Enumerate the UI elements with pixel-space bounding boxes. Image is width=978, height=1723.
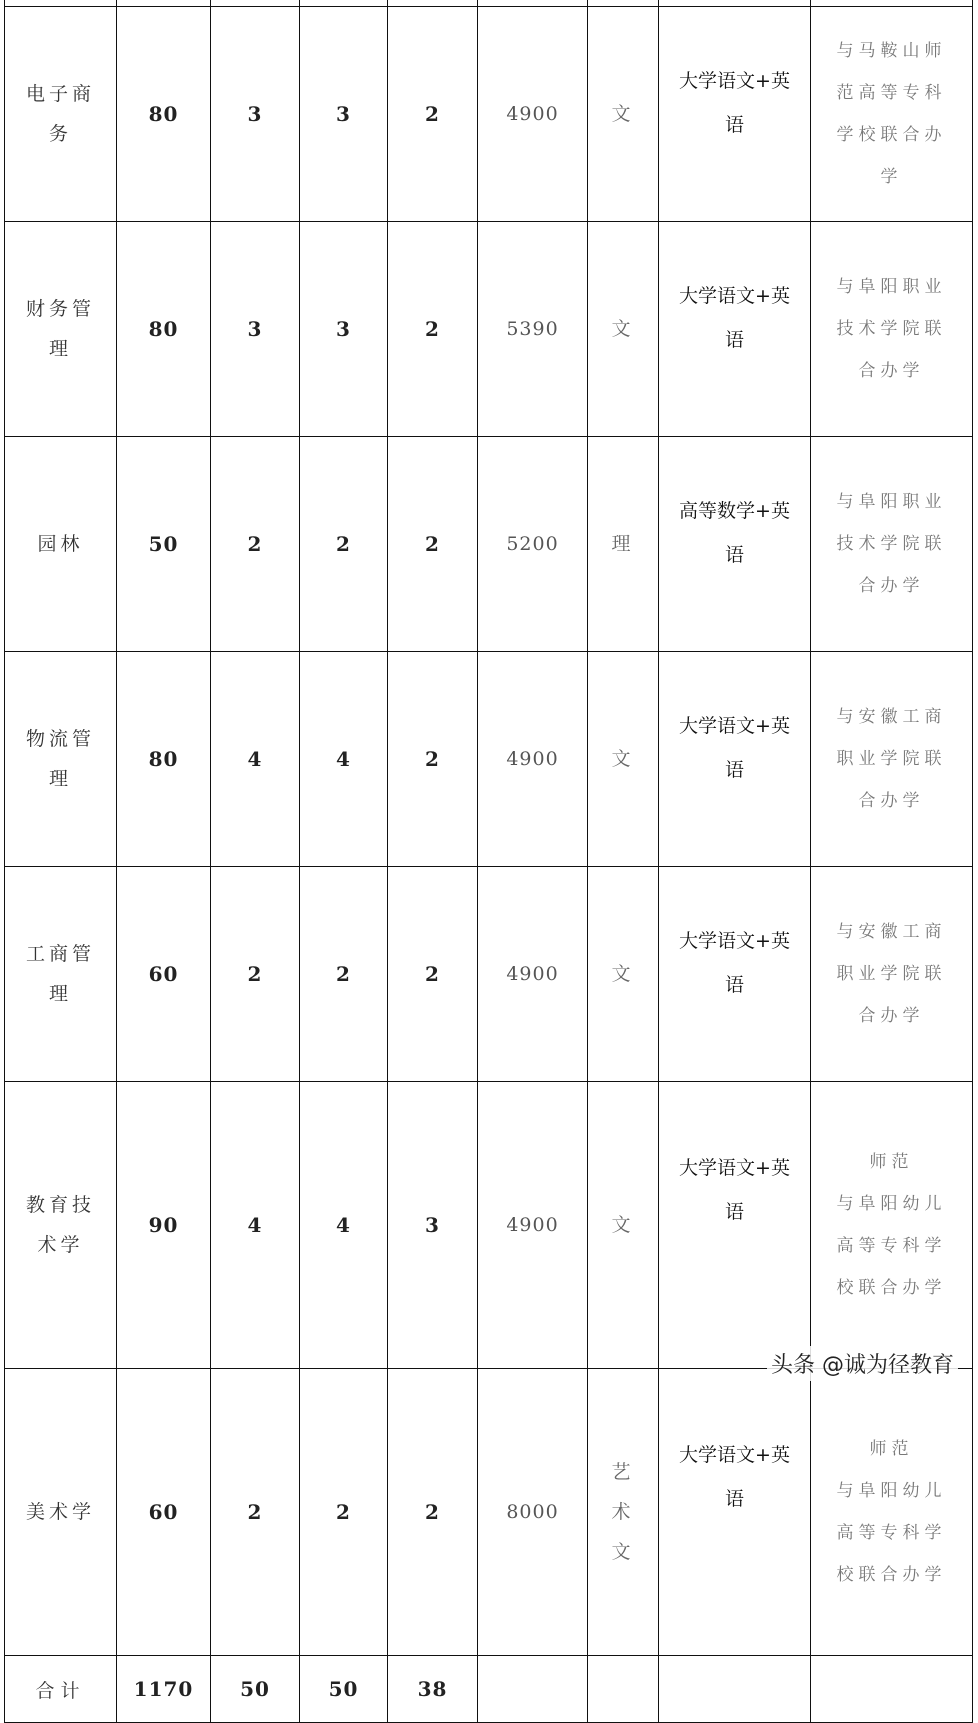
count-col3-text: 4 [247,747,263,771]
remark-text [828,30,956,198]
exam-subjects-cell [659,867,811,1082]
count-col4-text: 2 [336,532,351,556]
count-col5-text: 2 [425,532,440,556]
plan-count-cell [117,867,211,1082]
total-col3-text: 50 [240,1677,270,1701]
count-col5-cell [388,1082,478,1369]
major-name-cell [5,1369,117,1656]
watermark: 头条 @诚为径教育 [767,1346,958,1381]
total-col5-text: 38 [417,1677,448,1701]
count-col3-text: 2 [247,1500,263,1524]
remark-text [828,696,956,822]
remark-line: 与阜阳幼儿高等专科学校联合办学 [836,1481,947,1585]
count-col3-cell [211,437,300,652]
exam-subjects-text: 大学语文+英语 [679,1444,790,1510]
table-row [5,652,973,867]
count-col5-cell [388,222,478,437]
count-col3-cell [211,7,300,222]
count-col5-text: 2 [425,1500,440,1524]
count-col5-text: 3 [425,1213,440,1237]
major-name-text: 财务管理 [25,298,95,360]
exam-subjects-cell [659,652,811,867]
remark-text [828,1428,956,1596]
fee-text: 4900 [506,1214,559,1236]
count-col5-cell [388,652,478,867]
count-col3-cell [211,867,300,1082]
total-col3-cell [211,1656,300,1723]
count-col4-text: 2 [336,1500,351,1524]
remark-line: 师范 [869,1439,914,1459]
fee-cell [478,437,588,652]
category-text: 艺术文 [611,1461,637,1563]
major-name-text: 教育技术学 [25,1194,95,1256]
table-row [5,867,973,1082]
major-name-cell [5,1082,117,1369]
count-col5-text: 2 [425,747,440,771]
count-col3-cell [211,1082,300,1369]
plan-count-text: 80 [148,747,179,771]
count-col5-text: 2 [425,962,440,986]
table-row [5,1082,973,1369]
plan-count-text: 60 [148,962,179,986]
exam-subjects-text: 大学语文+英语 [679,70,790,136]
count-col3-cell [211,652,300,867]
plan-count-cell [117,652,211,867]
exam-subjects-cell [659,1369,811,1656]
total-col4-cell [300,1656,388,1723]
count-col3-text: 2 [247,962,263,986]
remark-line: 与阜阳职业技术学院联合办学 [836,277,947,381]
count-col4-cell [300,1369,388,1656]
total-empty-cell [588,1656,659,1723]
category-cell [588,7,659,222]
table-row [5,7,973,222]
plan-count-cell [117,437,211,652]
remark-cell [811,1369,973,1656]
major-name-cell [5,222,117,437]
total-col5-cell [388,1656,478,1723]
count-col4-text: 3 [336,317,351,341]
remark-cell [811,652,973,867]
remark-text [828,1141,956,1309]
count-col5-cell [388,7,478,222]
plan-count-text: 50 [148,532,179,556]
category-cell [588,652,659,867]
category-text: 文 [611,1214,637,1236]
category-cell [588,437,659,652]
exam-subjects-cell [659,437,811,652]
major-name-cell [5,7,117,222]
exam-subjects-text: 高等数学+英语 [679,500,790,566]
category-cell [588,222,659,437]
category-text: 文 [611,318,637,340]
remark-cell [811,867,973,1082]
count-col4-cell [300,652,388,867]
total-plan-cell [117,1656,211,1723]
fee-cell [478,652,588,867]
remark-text [828,911,956,1037]
count-col5-cell [388,1369,478,1656]
table-row [5,222,973,437]
count-col3-text: 2 [247,532,263,556]
exam-subjects-text: 大学语文+英语 [679,1157,790,1223]
remark-cell [811,222,973,437]
major-name-text: 工商管理 [25,943,95,1005]
total-col4-text: 50 [328,1677,359,1701]
remark-text [828,266,956,392]
plan-count-text: 60 [148,1500,179,1524]
fee-text: 5390 [506,318,559,340]
count-col3-text: 3 [247,102,263,126]
exam-subjects-text: 大学语文+英语 [679,715,790,781]
remark-line: 与马鞍山师范高等专科学校联合办学 [836,41,947,187]
exam-subjects-text: 大学语文+英语 [679,285,790,351]
plan-count-cell [117,1369,211,1656]
remark-line: 与安徽工商职业学院联合办学 [836,707,947,811]
count-col4-text: 2 [336,962,351,986]
total-empty-cell [811,1656,973,1723]
plan-count-cell [117,222,211,437]
total-row [5,1656,973,1723]
count-col3-cell [211,222,300,437]
fee-cell [478,1369,588,1656]
remark-text [828,481,956,607]
fee-text: 5200 [506,533,559,555]
fee-text: 8000 [506,1501,559,1523]
total-label-text: 合计 [35,1679,86,1702]
fee-cell [478,1082,588,1369]
exam-subjects-cell [659,222,811,437]
plan-count-text: 80 [148,102,179,126]
count-col3-cell [211,1369,300,1656]
count-col4-cell [300,1082,388,1369]
category-cell [588,1082,659,1369]
count-col4-text: 3 [336,102,351,126]
major-name-text: 美术学 [25,1501,95,1523]
count-col5-cell [388,437,478,652]
exam-subjects-cell [659,7,811,222]
remark-line: 与安徽工商职业学院联合办学 [836,922,947,1026]
count-col4-text: 4 [336,747,351,771]
major-name-cell [5,437,117,652]
major-name-text: 电子商务 [25,83,95,145]
plan-count-text: 80 [148,317,179,341]
total-label-cell [5,1656,117,1723]
fee-text: 4900 [506,103,559,125]
total-empty-cell [478,1656,588,1723]
remark-cell [811,1082,973,1369]
count-col5-text: 2 [425,102,440,126]
major-name-text: 物流管理 [25,728,95,790]
fee-text: 4900 [506,748,559,770]
remark-cell [811,437,973,652]
category-text: 文 [611,963,637,985]
exam-subjects-cell [659,1082,811,1369]
category-cell [588,867,659,1082]
count-col5-text: 2 [425,317,440,341]
remark-line: 与阜阳幼儿高等专科学校联合办学 [836,1194,947,1298]
count-col4-text: 4 [336,1213,351,1237]
count-col4-cell [300,437,388,652]
remark-line: 与阜阳职业技术学院联合办学 [836,492,947,596]
fee-cell [478,867,588,1082]
count-col4-cell [300,222,388,437]
table-row [5,1369,973,1656]
fee-cell [478,7,588,222]
total-plan-text: 1170 [133,1677,194,1701]
remark-line: 师范 [869,1152,914,1172]
enrollment-table [4,0,973,1723]
count-col3-text: 4 [247,1213,263,1237]
remark-cell [811,7,973,222]
count-col4-cell [300,7,388,222]
major-name-cell [5,652,117,867]
category-cell [588,1369,659,1656]
total-empty-cell [659,1656,811,1723]
category-text: 理 [611,533,637,555]
category-text: 文 [611,103,637,125]
plan-count-text: 90 [148,1213,179,1237]
category-text: 文 [611,748,637,770]
plan-count-cell [117,7,211,222]
fee-cell [478,222,588,437]
fee-text: 4900 [506,963,559,985]
count-col4-cell [300,867,388,1082]
count-col5-cell [388,867,478,1082]
plan-count-cell [117,1082,211,1369]
count-col3-text: 3 [247,317,263,341]
major-name-text: 园林 [37,533,84,555]
table-row [5,437,973,652]
major-name-cell [5,867,117,1082]
exam-subjects-text: 大学语文+英语 [679,930,790,996]
